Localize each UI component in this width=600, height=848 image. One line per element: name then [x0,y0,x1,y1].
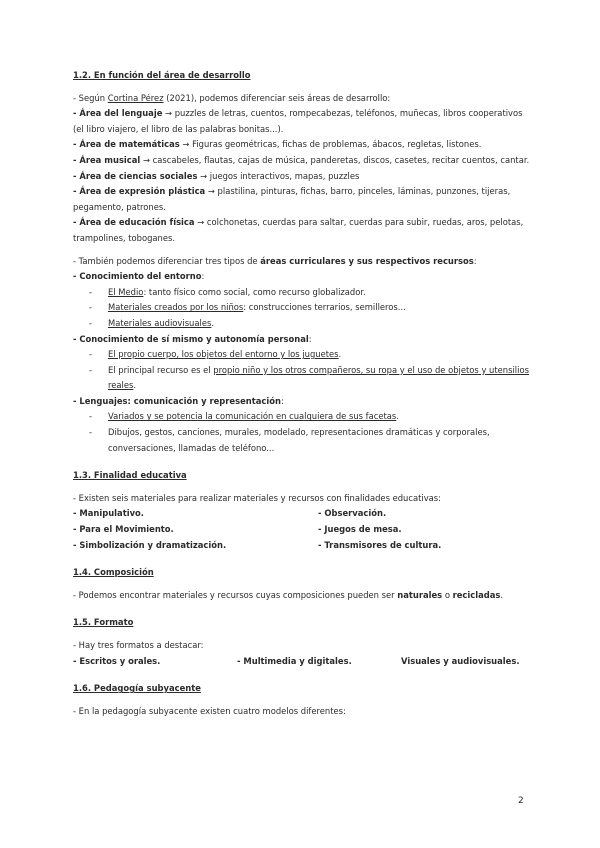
section-heading-1-4: 1.4. Composición [73,567,154,578]
section-heading-1-2: 1.2. En función del área de desarrollo [73,70,251,80]
list-item: - El principal recurso es el propio niño y los otros compañeros, su ropa y el uso de objetos y utensilios reales. [108,363,535,394]
list-item: - El propio cuerpo, los objetos del entorno y los juguetes. [108,347,535,363]
area-item: - Área del lenguaje → puzzles de letras, cuentos, rompecabezas, teléfonos, muñecas, libros cooperativos (el libro viajero, el libro de las palabras bonitas...). [73,108,523,134]
pedagogia-intro: - En la pedagogía subyacente existen cuatro modelos diferentes: [73,705,346,716]
area-item: - Área de educación física → colchonetas, cuerdas para saltar, cuerdas para subir, ruedas, aros, pelotas, trampolines, toboganes. [73,217,524,243]
finalidad-intro: - Existen seis materiales para realizar materiales y recursos con finalidades educativas: [73,492,441,503]
section-heading-1-6: 1.6. Pedagogía subyacente [73,683,201,694]
formato-intro: - Hay tres formatos a destacar: [73,640,204,650]
intro-paragraph: - Según Cortina Pérez (2021), podemos diferenciar seis áreas de desarrollo: [73,92,391,103]
area-item: - Área de ciencias sociales → juegos interactivos, mapas, puzzles [73,170,360,181]
curricular-title-lenguajes: - Lenguajes: comunicación y representación: [73,395,284,406]
lenguajes-list [73,409,535,456]
area-item: - Área de matemáticas → Figuras geométricas, fichas de problemas, ábacos, regletas, listones. [73,139,482,150]
list-item: - Materiales audiovisuales. [108,316,535,332]
entorno-list [73,285,535,332]
composicion-paragraph: - Podemos encontrar materiales y recursos cuyas composiciones pueden ser naturales o recicladas. [73,589,504,600]
curricular-title-autonomia: - Conocimiento de sí mismo y autonomía personal: [73,333,312,344]
citation-link[interactable]: Cortina Pérez [107,92,164,103]
autonomia-list [73,347,535,394]
formato-row: - Escritos y orales. - Multimedia y digitales. Visuales y audiovisuales. [73,655,520,666]
section-heading-1-3: 1.3. Finalidad educativa [73,470,187,481]
finalidad-row: - Simbolización y dramatización. - Transmisores de cultura. [73,539,442,550]
curricular-title-entorno: - Conocimiento del entorno: [73,271,205,282]
list-item: - Variados y se potencia la comunicación en cualquiera de sus facetas. [108,409,535,425]
curricular-intro: - También podemos diferenciar tres tipos de áreas curriculares y sus respectivos recursos: [73,255,477,266]
area-item: - Área de expresión plástica → plastilina, pinturas, fichas, barro, pinceles, láminas, punzones, tijeras, pegamento, patrones. [73,186,511,212]
finalidad-row: - Manipulativo. - Observación. [73,508,387,519]
area-item: - Área musical → cascabeles, flautas, cajas de música, panderetas, discos, casetes, recitar cuentos, cantar. [73,154,530,165]
list-item: - El Medio: tanto físico como social, como recurso globalizador. [108,285,535,301]
document-page [73,68,535,719]
finalidad-row: - Para el Movimiento. - Juegos de mesa. [73,524,402,535]
page-number: 2 [518,796,524,806]
section-heading-1-5: 1.5. Formato [73,617,134,628]
list-item: - Materiales creados por los niños: construcciones terrarios, semilleros... [108,300,535,316]
list-item: - Dibujos, gestos, canciones, murales, modelado, representaciones dramáticas y corporales, conversaciones, llamadas de teléfono... [108,425,535,456]
